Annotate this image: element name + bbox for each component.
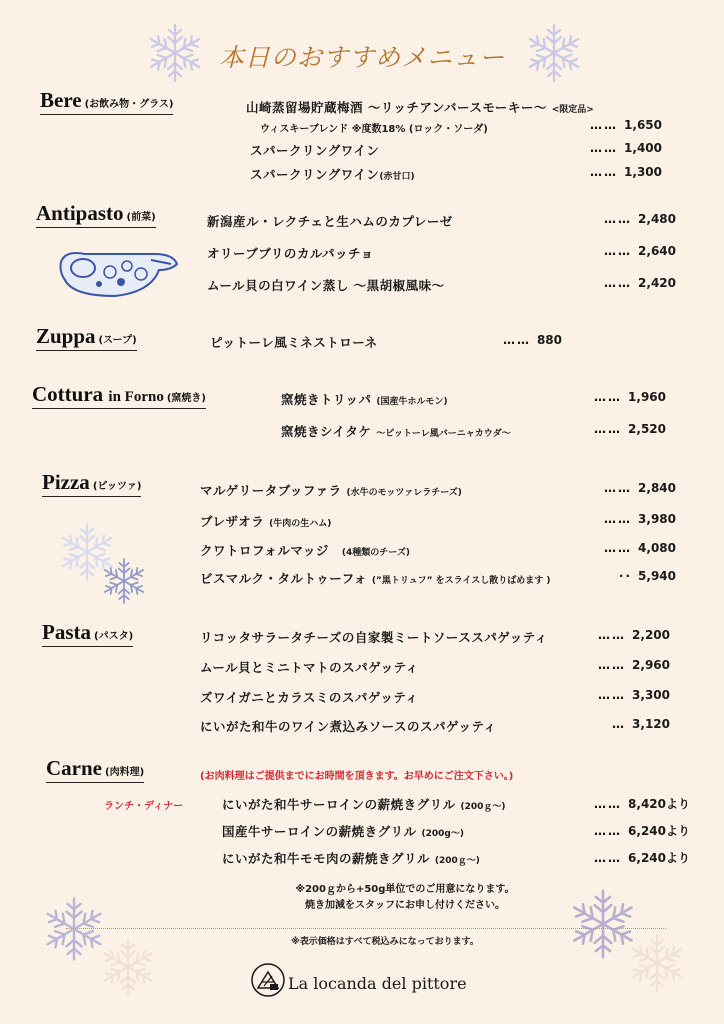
- section-cottura-heading: [32, 382, 206, 409]
- menu-item-price: …… 6,240より: [594, 824, 690, 838]
- item-note: <限定品>: [551, 105, 594, 115]
- section-sub: (ピッツァ): [92, 481, 142, 492]
- menu-item-price: …… 2,960: [598, 658, 670, 672]
- menu-item-name: 窯焼きトリッパ (国産牛ホルモン): [281, 392, 448, 407]
- section-name: Pasta: [42, 620, 91, 644]
- section-pizza-heading: [42, 470, 141, 497]
- lunch-dinner-label: ランチ・ディナー: [104, 801, 184, 812]
- page-title: 本日のおすすめメニュー: [218, 43, 506, 72]
- carne-note-1: ※200ｇから+50g単位でのご用意になります。: [295, 884, 515, 895]
- menu-item-price: …… 1,400: [590, 141, 662, 155]
- menu-item-name: ムール貝の白ワイン蒸し ～黒胡椒風味～: [207, 278, 445, 293]
- section-sub: (パスタ): [94, 631, 134, 642]
- menu-item-name: 山崎蒸留場貯蔵梅酒 ～リッチアンバースモーキー～ <限定品>: [246, 100, 594, 115]
- section-sub: (前菜): [126, 212, 156, 223]
- section-name: Pizza: [42, 470, 90, 494]
- menu-item-name: スパークリングワイン: [250, 143, 380, 158]
- divider: [66, 928, 666, 929]
- menu-item-price: …… 3,300: [598, 688, 670, 702]
- section-name: Cottura: [32, 382, 104, 406]
- section-name2: in Forno: [108, 389, 164, 405]
- menu-item-name: 新潟産ル・レクチェと生ハムのカプレーゼ: [207, 214, 453, 229]
- carne-warning: (お肉料理はご提供までにお時間を頂きます。お早めにご注文下さい。): [200, 771, 514, 782]
- menu-item-price: …… 2,520: [594, 422, 666, 436]
- menu-item-price: … 3,120: [612, 717, 670, 731]
- menu-item-price: …… 2,640: [604, 244, 676, 258]
- menu-item-name: 国産牛サーロインの薪焼きグリル (200g～): [222, 824, 464, 839]
- menu-item-name: ズワイガニとカラスミのスパゲッティ: [200, 690, 419, 705]
- restaurant-logo-text: La locanda del pittore: [288, 974, 467, 993]
- section-sub: (窯焼き): [166, 393, 206, 404]
- menu-item-price: …… 4,080: [604, 541, 676, 555]
- snowflake-icon: [98, 555, 150, 607]
- menu-item-name: マルゲリータブッファラ (水牛のモッツァレラチーズ): [200, 483, 462, 498]
- menu-item-price: …… 1,960: [594, 390, 666, 404]
- menu-item-name: ブレザオラ (牛肉の生ハム): [200, 514, 332, 529]
- section-pasta-heading: [42, 620, 133, 647]
- menu-item-name: にいがた和牛のワイン煮込みソースのスパゲッティ: [200, 719, 497, 734]
- section-name: Bere: [40, 88, 82, 112]
- section-zuppa-heading: [36, 324, 137, 351]
- menu-item-name: クワトロフォルマッジ (4種類のチーズ): [200, 543, 410, 558]
- menu-item-price: …… 2,840: [604, 481, 676, 495]
- section-sub: (お飲み物・グラス): [84, 99, 174, 110]
- menu-item-name: ピットーレ風ミネストローネ: [210, 335, 378, 350]
- menu-item-name: ムール貝とミニトマトのスパゲッティ: [200, 660, 419, 675]
- menu-item-price: …… 2,480: [604, 212, 676, 226]
- section-sub: (肉料理): [105, 767, 145, 778]
- menu-item-name: 窯焼きシイタケ ～ピットーレ風バーニャカウダ～: [281, 424, 511, 439]
- section-bere-heading: [40, 88, 173, 115]
- menu-item-name: にいがた和牛モモ肉の薪焼きグリル (200ｇ～): [222, 851, 480, 866]
- menu-item-price: …… 880: [502, 333, 562, 347]
- menu-item-price: …… 1,300: [590, 165, 662, 179]
- menu-item-sub: ウィスキーブレンド ※度数18% (ロック・ソーダ): [260, 124, 488, 135]
- menu-item-name: リコッタサラータチーズの自家製ミートソーススパゲッティ: [200, 630, 548, 645]
- menu-item-name: スパークリングワイン(赤甘口): [250, 167, 415, 182]
- antipasto-plate-illustration: [55, 240, 180, 300]
- menu-item-price: ·· 5,940: [618, 569, 676, 583]
- section-antipasto-heading: [36, 201, 156, 228]
- menu-item-price: …… 2,200: [598, 628, 670, 642]
- menu-item-price: …… 6,240より: [594, 851, 690, 865]
- menu-item-name: ビスマルク・タルトゥーフォ (”黒トリュフ” をスライスし散りばめます ): [200, 571, 551, 586]
- tax-note: ※表示価格はすべて税込みになっております。: [291, 937, 479, 947]
- menu-item-price: …… 3,980: [604, 512, 676, 526]
- section-carne-heading: [46, 756, 144, 783]
- carne-note-2: 焼き加減をスタッフにお申し付けください。: [305, 900, 505, 911]
- menu-item-price: …… 8,420より: [594, 797, 690, 811]
- section-name: Antipasto: [36, 201, 124, 225]
- section-name: Zuppa: [36, 324, 96, 348]
- menu-item-name: にいがた和牛サーロインの薪焼きグリル (200ｇ～): [222, 797, 506, 812]
- section-name: Carne: [46, 756, 102, 780]
- menu-item-price: …… 1,650: [590, 118, 662, 132]
- section-sub: (スープ): [98, 335, 137, 346]
- painter-icon: [250, 962, 286, 998]
- menu-item-name: オリーブブリのカルパッチョ: [207, 246, 374, 261]
- menu-item-price: …… 2,420: [604, 276, 676, 290]
